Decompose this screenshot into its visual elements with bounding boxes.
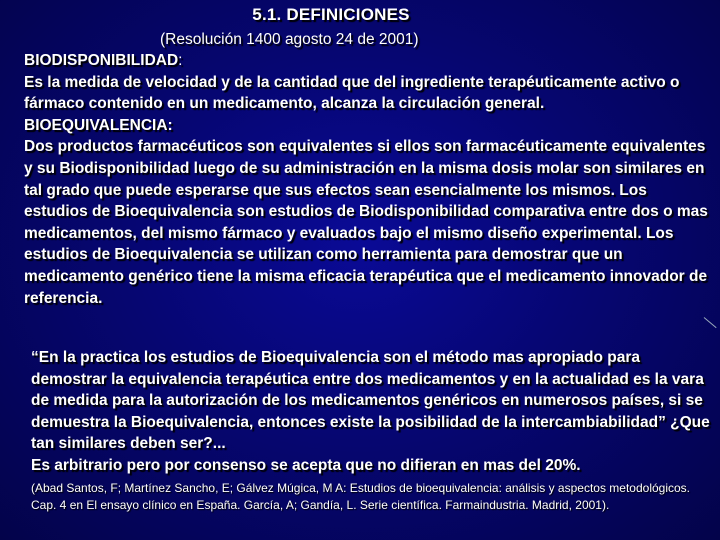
definition-term-bioequivalencia: BIOEQUIVALENCIA: [24, 116, 173, 134]
term-suffix: : [178, 52, 183, 69]
definition-text-bioequivalencia: Dos productos farmacéuticos son equivalentes si ellos son farmacéuticamente equivalentes y su Biodisponibilidad luego de su administración en la misma dosis molar son similares en tal grado que puede esperarse que sus efectos sean esencialmente los mismos. Los estudios de Bioequivalencia son estudios de Biodisponibilidad comparativa entre dos o mas medicamentos, del mismo fármaco y evaluados bajo el mismo diseño experimental. Los estudios de Bioequivalencia se utilizan como herramienta para demostrar que un medicamento genérico tiene la misma eficacia terapéutica que el medicamento innovador de referencia. [24, 138, 708, 307]
quote-conclusion: Es arbitrario pero por consenso se acepta que no difieran en mas del 20%. [31, 456, 581, 474]
quote-section [31, 347, 713, 477]
term-label: BIODISPONIBILIDAD [24, 52, 179, 69]
definitions-section [24, 50, 714, 309]
slide-title: 5.1. DEFINICIONES [252, 5, 410, 24]
quote-text: “En la practica los estudios de Bioequivalencia son el método mas apropiado para demostrar la equivalencia terapéutica entre dos medicamentos y en la actualidad es la vara de medida para la autorización de los medicamentos genéricos en numerosos países, si se demuestra la Bioequivalencia, entonces existe la posibilidad de la intercambiabilidad” ¿Que tan similares deben ser?... [31, 349, 710, 453]
slide-subtitle: (Resolución 1400 agosto 24 de 2001) [160, 31, 419, 48]
decorative-line [704, 317, 717, 328]
definition-text-biodisponibilidad: Es la medida de velocidad y de la cantidad que del ingrediente terapéuticamente activo o fármaco contenido en un medicamento, alcanza la circulación general. [24, 73, 680, 113]
citation: (Abad Santos, F; Martínez Sancho, E; Gálvez Múgica, M A: Estudios de bioequivalencia: análisis y aspectos metodológicos. Cap. 4 en El ensayo clínico en España. García, A; Gandía, L. Serie científica. Farmaindustria. Madrid, 2001). [31, 481, 691, 512]
definition-term-biodisponibilidad [24, 50, 714, 72]
